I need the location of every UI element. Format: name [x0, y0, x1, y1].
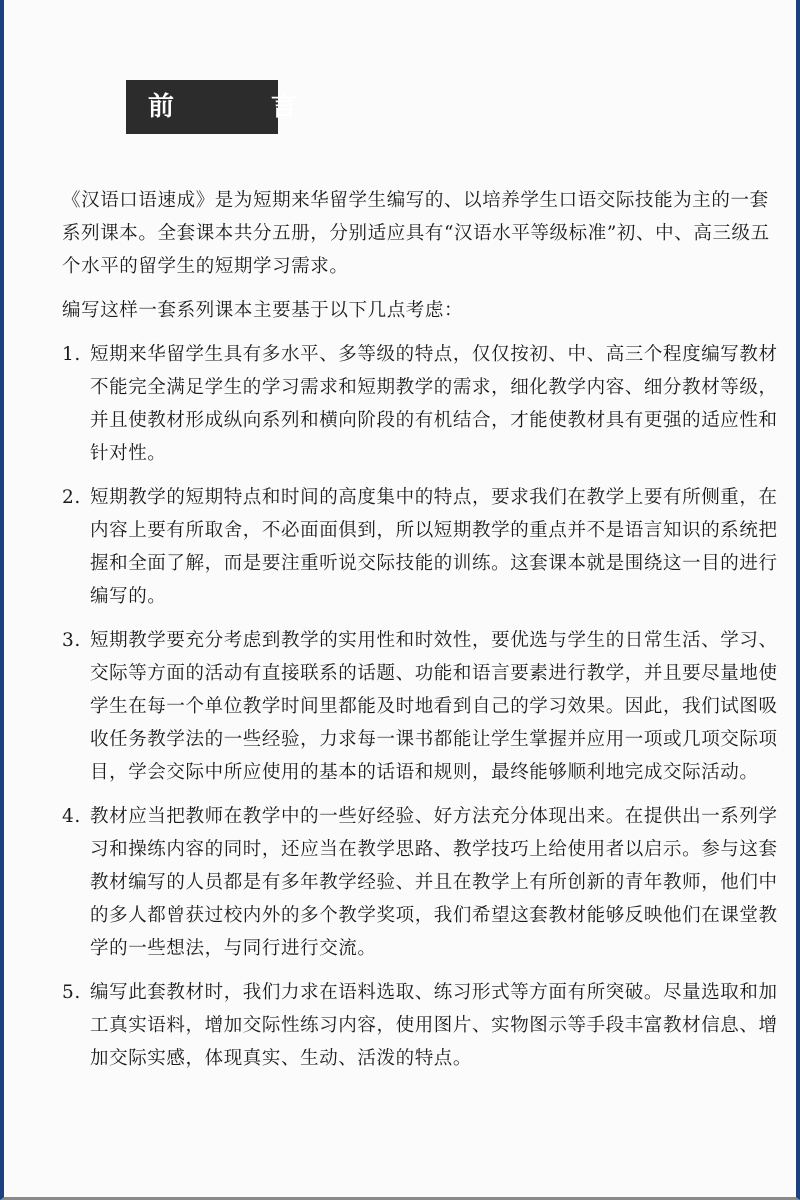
- list-item-text: 教材应当把教师在教学中的一些好经验、好方法充分体现出来。在提供出一系列学习和操练内容的同时，还应当在教学思路、教学技巧上给使用者以启示。参与这套教材编写的人员都是有多年教学经验、并且在教学上有所创新的青年教师，他们中的多人都曾获过校内外的多个教学奖项，我们希望这套教材能够反映他们在课堂教学的一些想法，与同行进行交流。: [90, 806, 778, 959]
- intro-paragraph: 《汉语口语速成》是为短期来华留学生编写的、以培养学生口语交际技能为主的一套系列课本。全套课本共分五册，分别适应具有“汉语水平等级标准”初、中、高三级五个水平的留学生的短期学习需求。: [62, 190, 770, 277]
- lead-paragraph: 编写这样一套系列课本主要基于以下几点考虑：: [62, 300, 464, 321]
- list-item-number: 1.: [62, 344, 81, 365]
- list-item: [62, 338, 782, 470]
- list-item-text: 短期来华留学生具有多水平、多等级的特点，仅仅按初、中、高三个程度编写教材不能完全满足学生的学习需求和短期教学的需求，细化教学内容、细分教材等级，并且使教材形成纵向系列和横向阶段的有机结合，才能使教材具有更强的适应性和针对性。: [90, 344, 778, 464]
- list-item: [62, 481, 782, 613]
- list-item-number: 4.: [62, 806, 81, 827]
- list-item-text: 短期教学的短期特点和时间的高度集中的特点，要求我们在教学上要有所侧重，在内容上要有所取舍，不必面面俱到，所以短期教学的重点并不是语言知识的系统把握和全面了解，而是要注重听说交际技能的训练。这套课本就是围绕这一目的进行编写的。: [90, 487, 778, 607]
- list-item-text: 短期教学要充分考虑到教学的实用性和时效性，要优选与学生的日常生活、学习、交际等方面的活动有直接联系的话题、功能和语言要素进行教学，并且要尽量地使学生在每一个单位教学时间里都能及时地看到自己的学习效果。因此，我们试图吸收任务教学法的一些经验，力求每一课书都能让学生掌握并应用一项或几项交际项目，学会交际中所应使用的基本的话语和规则，最终能够顺利地完成交际活动。: [90, 630, 778, 783]
- list-item-text: 编写此套教材时，我们力求在语料选取、练习形式等方面有所突破。尽量选取和加工真实语料，增加交际性练习内容，使用图片、实物图示等手段丰富教材信息、增加交际实感，体现真实、生动、活泼的特点。: [90, 982, 778, 1069]
- list-item: [62, 976, 782, 1075]
- preface-body: [62, 184, 782, 1075]
- list-item-number: 2.: [62, 487, 81, 508]
- list-item: [62, 800, 782, 965]
- list-item-number: 3.: [62, 630, 81, 651]
- page-title: 前 言: [126, 80, 278, 134]
- list-item-number: 5.: [62, 982, 81, 1003]
- list-item: [62, 624, 782, 789]
